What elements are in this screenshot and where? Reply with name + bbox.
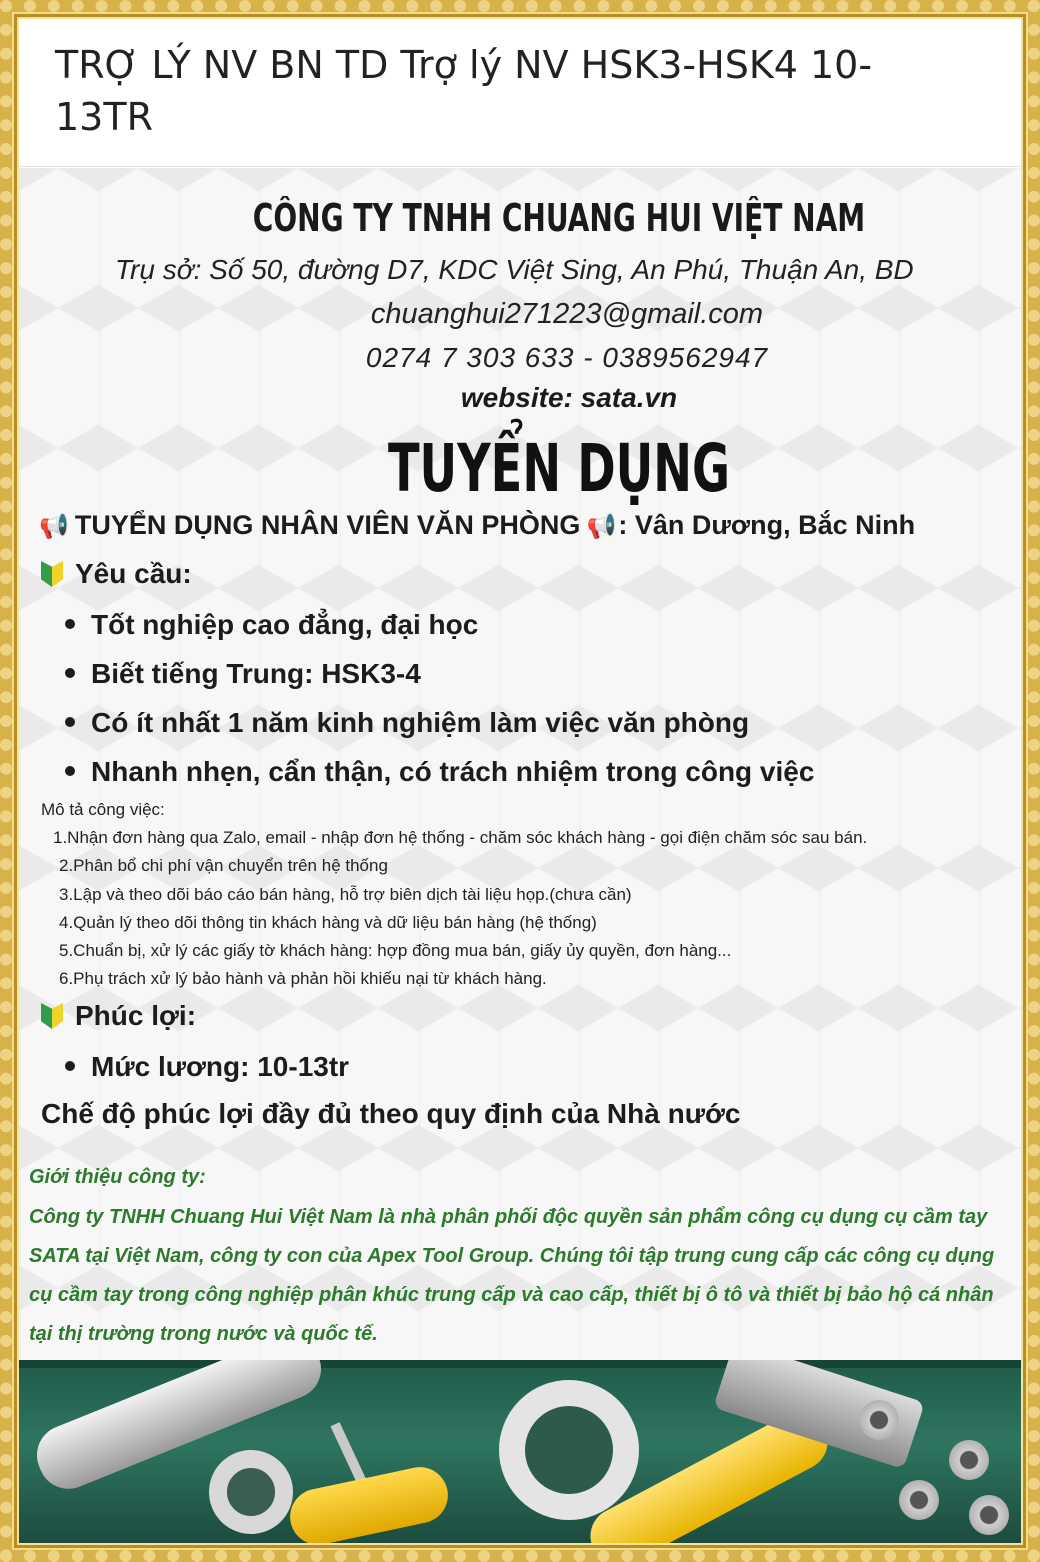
intro-body: Công ty TNHH Chuang Hui Việt Nam là nhà phân phối độc quyền sản phẩm công cụ dụng cụ cầm tay SATA tại Việt Nam, công ty con của Apex Tool Group. Chúng tôi tập trung cung cấp các công cụ dụng cụ cầm tay trong công nghiệp phân khúc trung cấp và cao cấp, thiết bị ô tô và thiết bị bảo hộ cá nhân tại thị trường trong nước và quốc tế. — [29, 1206, 995, 1345]
list-item: 6.Phụ trách xử lý bảo hành và phản hồi khiếu nại từ khách hàng. — [59, 969, 547, 989]
list-item: 5.Chuẩn bị, xử lý các giấy tờ khách hàng: hợp đồng mua bán, giấy ủy quyền, đơn hàng... — [59, 941, 732, 961]
recruit-title: TUYỂN DỤNG — [387, 430, 731, 507]
benefits-heading-text: Phúc lợi: — [75, 1000, 197, 1031]
benefits-heading — [41, 1000, 196, 1032]
requirements-heading — [41, 558, 192, 590]
description-heading: Mô tả công việc: — [41, 800, 165, 819]
post-title: TRỢ LÝ NV BN TD Trợ lý NV HSK3-HSK4 10-13TR — [55, 43, 873, 139]
company-name: CÔNG TY TNHH CHUANG HUI VIỆT NAM — [252, 196, 866, 240]
beginner-badge-icon — [41, 561, 63, 587]
megaphone-icon: 📢 — [39, 513, 69, 540]
company-phone: 0274 7 303 633 - 0389562947 — [365, 342, 769, 373]
socket-shape — [969, 1495, 1009, 1535]
description-list — [53, 824, 867, 994]
list-item: Biết tiếng Trung: HSK3-4 — [65, 649, 814, 698]
list-item: Có ít nhất 1 năm kinh nghiệm làm việc văn phòng — [65, 698, 814, 747]
job-location: : Vân Dương, Bắc Ninh — [618, 510, 916, 540]
welfare-note: Chế độ phúc lợi đầy đủ theo quy định của Nhà nước — [41, 1098, 741, 1129]
list-item: Nhanh nhẹn, cẩn thận, có trách nhiệm trong công việc — [65, 747, 814, 796]
company-website: website: sata.vn — [460, 382, 678, 413]
beginner-badge-icon — [41, 1003, 63, 1029]
list-item: Mức lương: 10-13tr — [65, 1042, 349, 1091]
requirements-list — [65, 600, 814, 796]
intro-heading: Giới thiệu công ty: — [29, 1166, 206, 1188]
ratchet-ring-shape — [499, 1380, 639, 1520]
company-address: Trụ sở: Số 50, đường D7, KDC Việt Sing, An Phú, Thuận An, BD — [115, 254, 914, 285]
screwdriver-handle-shape — [285, 1462, 453, 1543]
tools-banner-image — [19, 1360, 1021, 1543]
job-label: TUYỂN DỤNG NHÂN VIÊN VĂN PHÒNG — [74, 510, 581, 540]
list-item: 2.Phân bổ chi phí vận chuyển trên hệ thống — [59, 856, 388, 876]
list-item: 1.Nhận đơn hàng qua Zalo, email - nhập đơn hệ thống - chăm sóc khách hàng - gọi điện chăm sóc sau bán. — [53, 828, 868, 847]
banner-stripe — [19, 1360, 1021, 1368]
recruitment-poster — [19, 168, 1021, 1360]
benefits-list — [65, 1042, 349, 1091]
list-item: 3.Lập và theo dõi báo cáo bán hàng, hỗ trợ biên dịch tài liệu họp.(chưa cần) — [59, 884, 632, 904]
socket-shape — [899, 1480, 939, 1520]
wrench-ring-shape — [209, 1450, 293, 1534]
socket-shape — [859, 1400, 899, 1440]
job-line — [39, 510, 915, 541]
list-item: Tốt nghiệp cao đẳng, đại học — [65, 600, 814, 649]
company-email: chuanghui271223@gmail.com — [370, 298, 764, 330]
megaphone-icon: 📢 — [586, 513, 617, 540]
post-header — [19, 19, 1021, 167]
requirements-heading-text: Yêu cầu: — [75, 558, 192, 589]
list-item: 4.Quản lý theo dõi thông tin khách hàng và dữ liệu bán hàng (hệ thống) — [59, 912, 597, 932]
socket-shape — [949, 1440, 989, 1480]
